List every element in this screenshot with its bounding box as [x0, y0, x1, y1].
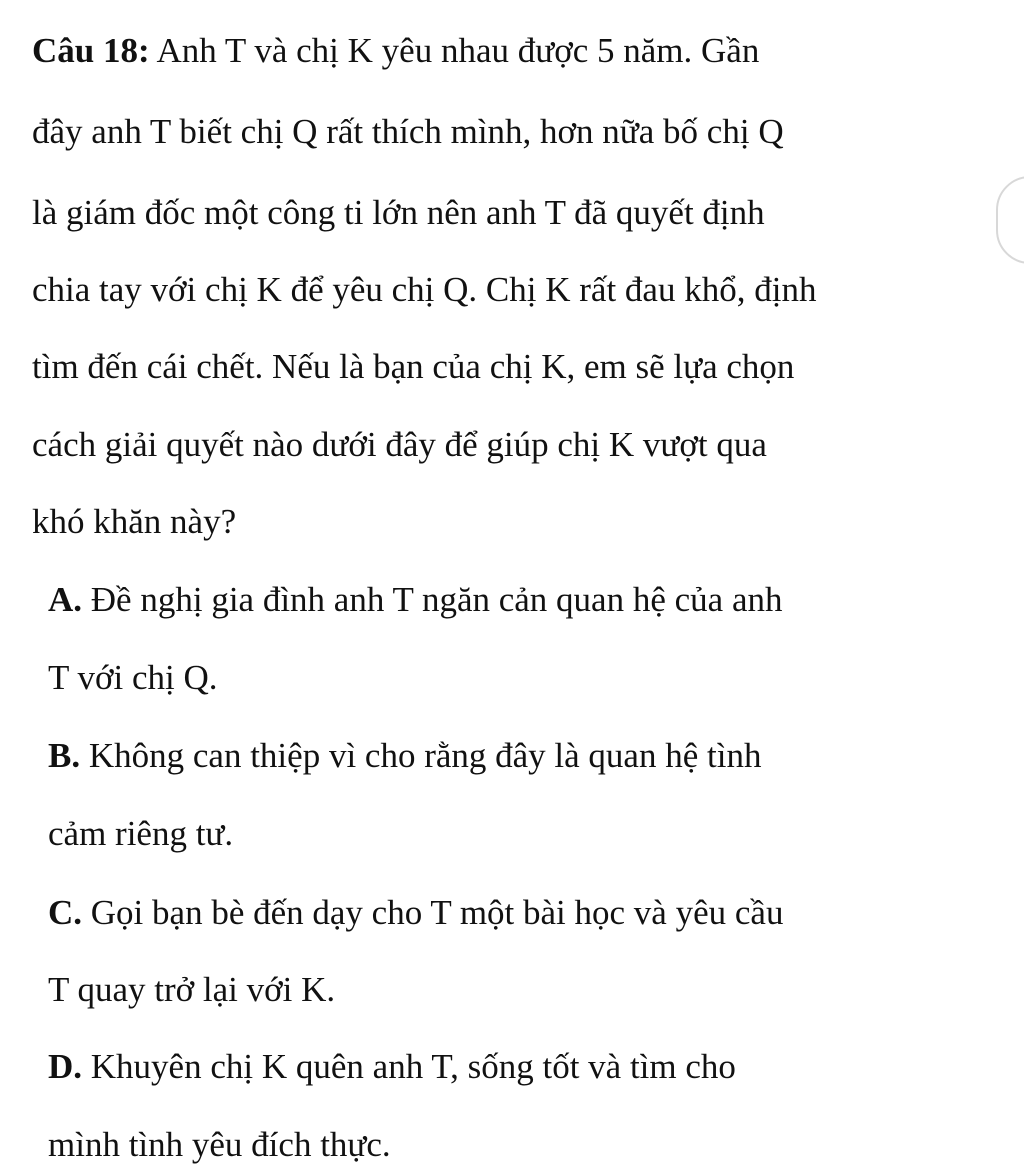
- option-d-text-2: mình tình yêu đích thực.: [48, 1125, 391, 1164]
- option-d-letter: D.: [48, 1047, 83, 1086]
- option-a-letter: A.: [48, 580, 83, 619]
- question-line-1: [32, 31, 759, 71]
- question-text-1: Anh T và chị K yêu nhau được 5 năm. Gần: [149, 31, 760, 70]
- question-line-6: cách giải quyết nào dưới đây để giúp chị K vượt qua: [32, 425, 767, 464]
- option-a-text-1: Đề nghị gia đình anh T ngăn cản quan hệ của anh: [82, 580, 783, 619]
- option-a[interactable]: [48, 580, 782, 620]
- question-line-5: tìm đến cái chết. Nếu là bạn của chị K, em sẽ lựa chọn: [32, 347, 795, 386]
- option-c-text-2: T quay trở lại với K.: [48, 970, 336, 1009]
- option-c-text-1: Gọi bạn bè đến dạy cho T một bài học và yêu cầu: [82, 893, 784, 932]
- edge-scroll-handle[interactable]: [996, 176, 1024, 264]
- question-line-3: là giám đốc một công ti lớn nên anh T đã quyết định: [32, 193, 765, 232]
- option-b-text-2: cảm riêng tư.: [48, 814, 234, 853]
- option-c[interactable]: [48, 893, 783, 933]
- option-c-letter: C.: [48, 893, 83, 932]
- question-label: Câu 18:: [32, 31, 150, 70]
- option-d-text-1: Khuyên chị K quên anh T, sống tốt và tìm cho: [82, 1047, 736, 1086]
- question-line-7: khó khăn này?: [32, 502, 237, 541]
- option-b[interactable]: [48, 736, 761, 776]
- option-a-text-2: T với chị Q.: [48, 658, 218, 697]
- question-line-2: đây anh T biết chị Q rất thích mình, hơn nữa bố chị Q: [32, 112, 784, 151]
- question-line-4: chia tay với chị K để yêu chị Q. Chị K rất đau khổ, định: [32, 270, 817, 309]
- option-d[interactable]: [48, 1047, 736, 1087]
- option-b-text-1: Không can thiệp vì cho rằng đây là quan hệ tình: [80, 736, 762, 775]
- option-b-letter: B.: [48, 736, 81, 775]
